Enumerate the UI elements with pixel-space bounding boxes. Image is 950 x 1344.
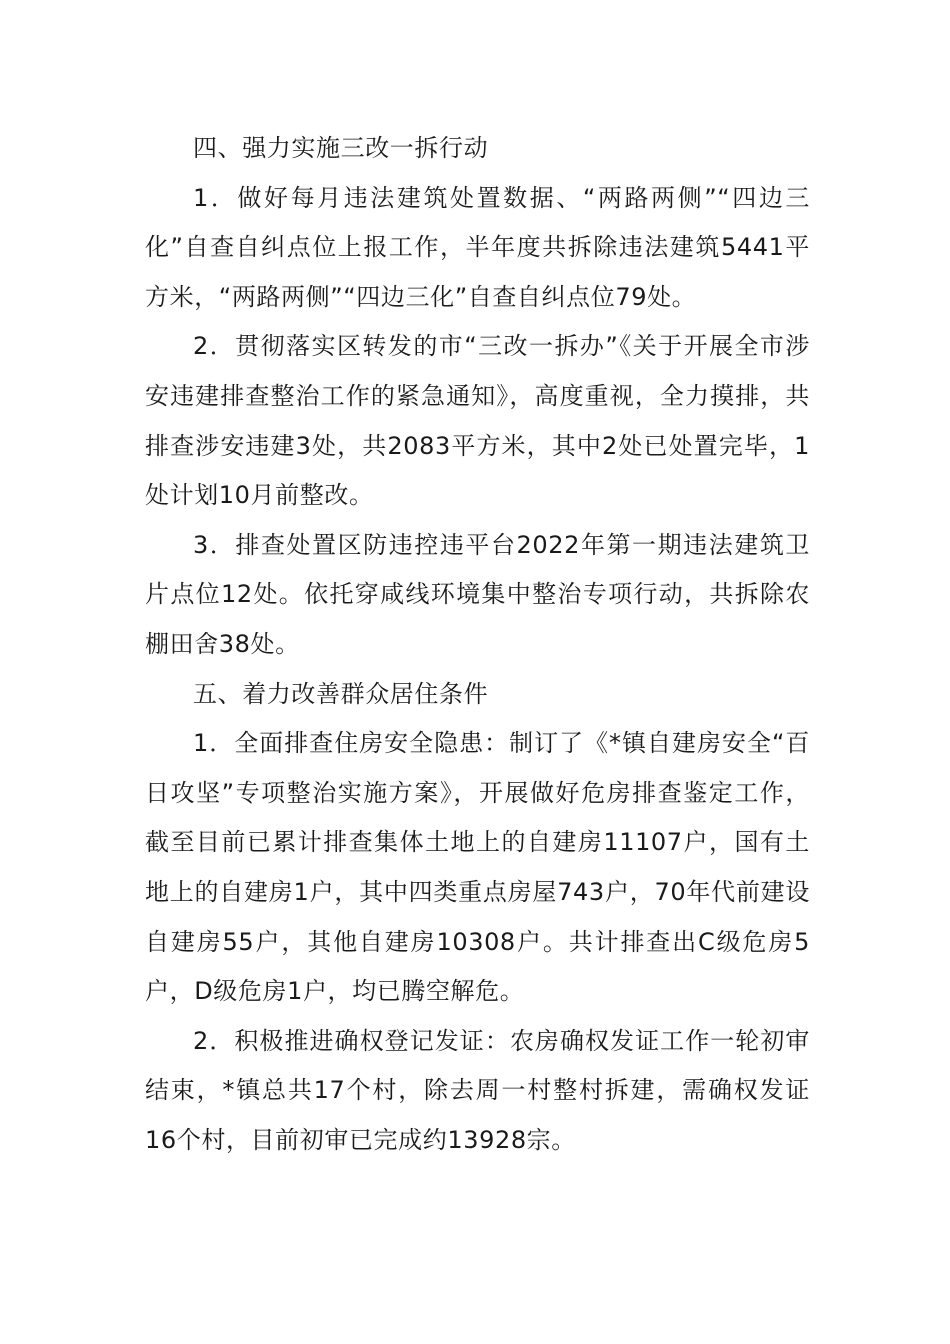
section-four-item-2: 2．贯彻落实区转发的市“三改一拆办”《关于开展全市涉安违建排查整治工作的紧急通知》，高度重视，全力摸排，共排查涉安违建3处，共2083平方米，其中2处已处置完毕，1处计划10月前整改。 bbox=[145, 332, 810, 510]
section-four-item-3: 3．排查处置区防违控违平台2022年第一期违法建筑卫片点位12处。依托穿咸线环境集中整治专项行动，共拆除农棚田舍38处。 bbox=[145, 530, 810, 658]
section-five-heading: 五、着力改善群众居住条件 bbox=[193, 679, 489, 708]
section-four-item-1: 1．做好每月违法建筑处置数据、“两路两侧”“四边三化”自查自纠点位上报工作，半年度共拆除违法建筑5441平方米，“两路两侧”“四边三化”自查自纠点位79处。 bbox=[145, 183, 810, 311]
section-five-item-1: 1．全面排查住房安全隐患：制订了《*镇自建房安全“百日攻坚”专项整治实施方案》，开展做好危房排查鉴定工作，截至目前已累计排查集体土地上的自建房11107户，国有土地上的自建房1户，其中四类重点房屋743户，70年代前建设自建房55户，其他自建房10308户。共计排查出C级危房5户，D级危房1户，均已腾空解危。 bbox=[145, 729, 810, 1006]
document-body bbox=[145, 124, 810, 1165]
section-four-heading: 四、强力实施三改一拆行动 bbox=[193, 134, 489, 162]
section-five-item-2: 2．积极推进确权登记发证：农房确权发证工作一轮初审结束，*镇总共17个村，除去周一村整村拆建，需确权发证16个村，目前初审已完成约13928宗。 bbox=[145, 1026, 810, 1154]
